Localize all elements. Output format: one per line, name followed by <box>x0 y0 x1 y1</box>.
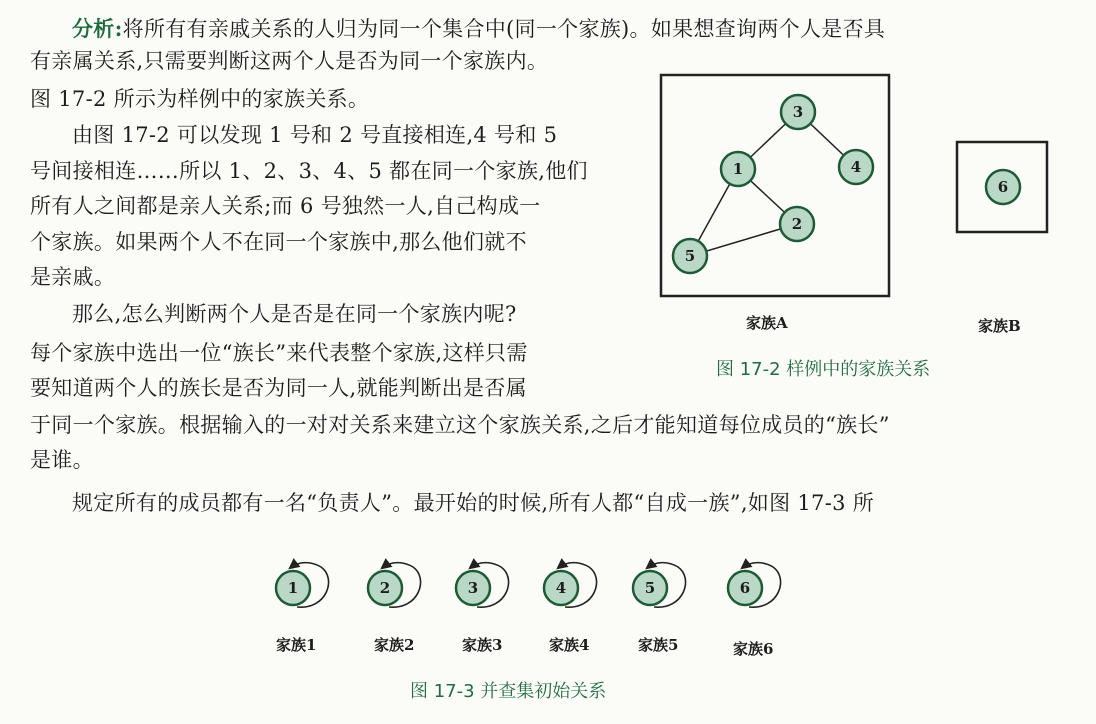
node-5-label: 5 <box>684 247 696 265</box>
family-label-4: 家族4 <box>549 636 590 654</box>
family-b-label: 家族B <box>978 317 1021 335</box>
family-a-label: 家族A <box>746 314 788 332</box>
self-loop-node-label-5: 5 <box>644 579 656 597</box>
node-2-label: 2 <box>791 215 803 233</box>
node-6-label: 6 <box>997 178 1009 196</box>
para4-line1: 规定所有的成员都有一名“负责人”。最开始的时候,所有人都“自成一族”,如图 17-3 所 <box>72 491 875 515</box>
family-label-1: 家族1 <box>276 636 317 654</box>
node-1-label: 1 <box>732 160 744 178</box>
para3-line4: 于同一个家族。根据输入的一对对关系来建立这个家族关系,之后才能知道每位成员的“族长” <box>30 413 890 437</box>
para3-line2: 每个家族中选出一位“族长”来代表整个家族,这样只需 <box>30 341 528 365</box>
self-loop-node-label-3: 3 <box>467 579 479 597</box>
self-loop-node-1 <box>276 563 329 608</box>
self-loop-node-label-6: 6 <box>739 579 751 597</box>
figure-17-2-caption: 图 17-2 样例中的家族关系 <box>716 359 931 380</box>
para2-line4: 个家族。如果两个人不在同一个家族中,那么他们就不 <box>30 230 527 254</box>
para1-line2: 有亲属关系,只需要判断这两个人是否为同一个家族内。 <box>30 49 549 73</box>
family-label-6: 家族6 <box>733 640 774 658</box>
self-loop-node-label-1: 1 <box>287 579 299 597</box>
self-loop-node-3 <box>456 563 509 608</box>
para2-line3: 所有人之间都是亲人关系;而 6 号独然一人,自己构成一 <box>30 194 541 218</box>
para2-line5: 是亲戚。 <box>30 265 116 289</box>
para1-line1-text: 将所有有亲戚关系的人归为同一个集合中(同一个家族)。如果想查询两个人是否具 <box>122 17 886 41</box>
self-loop-node-label-4: 4 <box>555 579 567 597</box>
para3-line1: 那么,怎么判断两个人是否是在同一个家族内呢? <box>72 302 517 326</box>
family-label-5: 家族5 <box>638 636 679 654</box>
self-loop-node-4 <box>544 563 597 608</box>
node-3-label: 3 <box>792 103 804 121</box>
self-loop-node-label-2: 2 <box>379 579 391 597</box>
para3-line5: 是谁。 <box>30 448 94 472</box>
para2-line1: 由图 17-2 可以发现 1 号和 2 号直接相连,4 号和 5 <box>72 123 558 147</box>
para1-line3: 图 17-2 所示为样例中的家族关系。 <box>30 87 370 111</box>
self-loop-node-5 <box>633 563 686 608</box>
para2-line2: 号间接相连……所以 1、2、3、4、5 都在同一个家族,他们 <box>30 159 588 183</box>
node-4-label: 4 <box>850 158 862 176</box>
self-loop-node-6 <box>728 563 781 608</box>
para3-line3: 要知道两个人的族长是否为同一人,就能判断出是否属 <box>30 376 527 400</box>
self-loop-node-2 <box>368 563 421 608</box>
family-label-2: 家族2 <box>374 636 415 654</box>
family-label-3: 家族3 <box>462 636 503 654</box>
analysis-keyword: 分析: <box>72 16 123 41</box>
figure-17-3-caption: 图 17-3 并查集初始关系 <box>410 681 607 702</box>
